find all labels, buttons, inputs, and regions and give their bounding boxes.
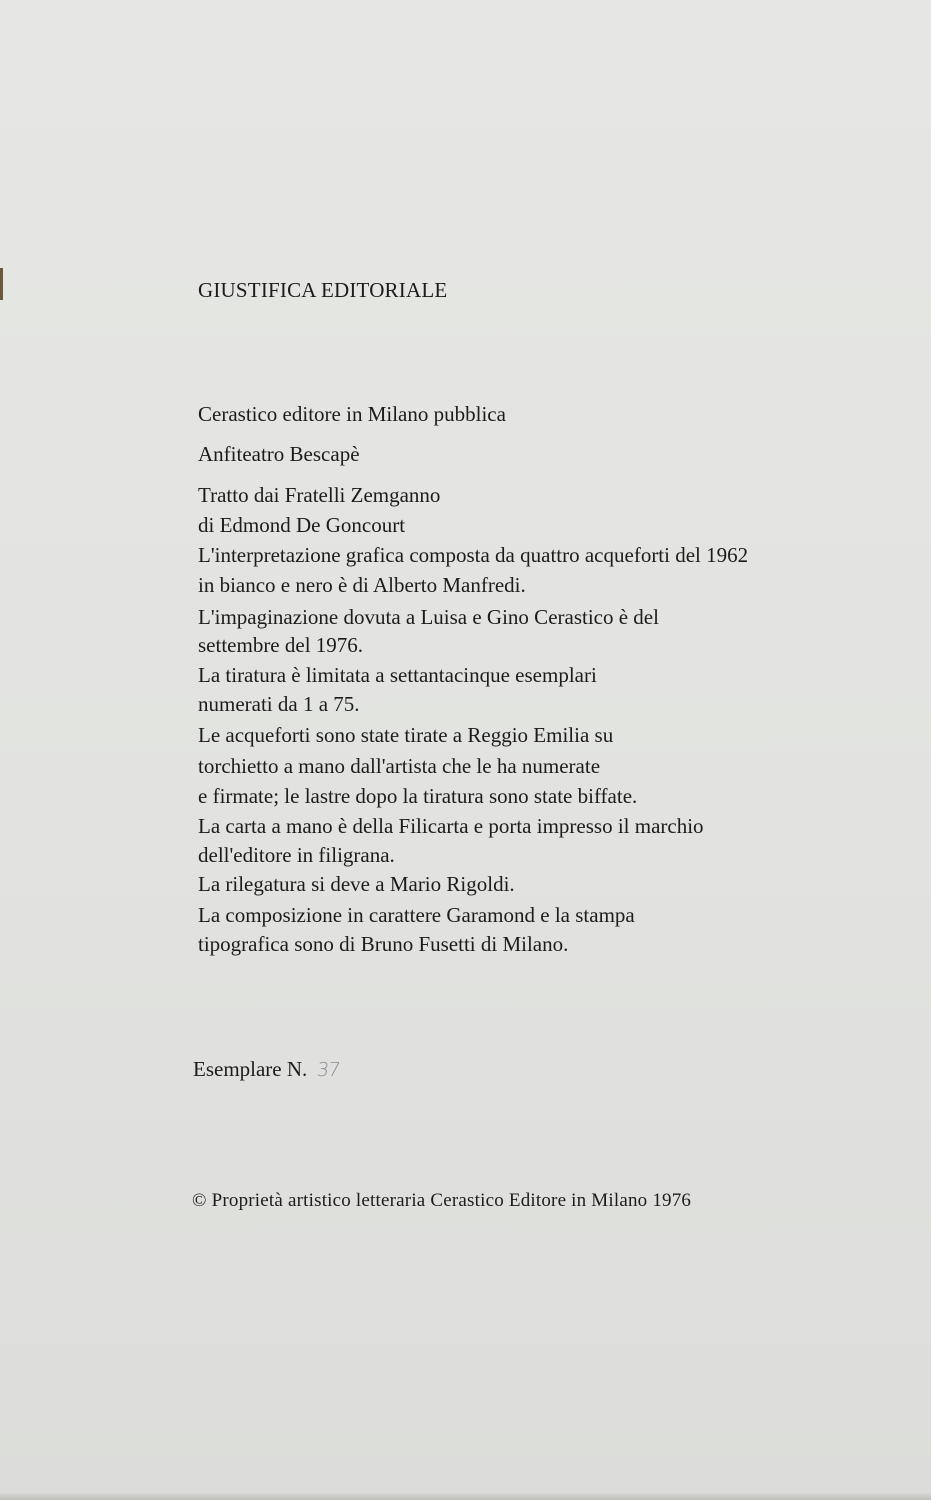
exemplar-line (193, 1057, 339, 1082)
body-line: La rilegatura si deve a Mario Rigoldi. (198, 872, 515, 896)
body-line: L'impaginazione dovuta a Luisa e Gino Cerastico è del (198, 605, 659, 629)
body-line: torchietto a mano dall'artista che le ha numerate (198, 754, 601, 778)
body-line: La tiratura è limitata a settantacinque esemplari (198, 663, 597, 687)
body-line: in bianco e nero è di Alberto Manfredi. (198, 573, 526, 597)
body-line: numerati da 1 a 75. (198, 692, 360, 716)
body-line: di Edmond De Goncourt (198, 513, 406, 537)
body-line: Tratto dai Fratelli Zemganno (198, 483, 441, 507)
body-line: settembre del 1976. (198, 633, 364, 657)
body-line: La composizione in carattere Garamond e la stampa (198, 903, 635, 927)
handwritten-exemplar-number: 37 (315, 1059, 341, 1081)
exemplar-label: Esemplare N. (193, 1057, 308, 1081)
body-line: e firmate; le lastre dopo la tiratura sono state biffate. (198, 784, 638, 808)
body-line: Le acqueforti sono state tirate a Reggio Emilia su (198, 723, 614, 747)
deckle-edge (0, 1492, 931, 1500)
page-title: GIUSTIFICA EDITORIALE (198, 278, 448, 302)
body-line: Cerastico editore in Milano pubblica (198, 402, 506, 426)
body-line: Anfiteatro Bescapè (198, 442, 360, 466)
page-edge-mark (0, 268, 3, 300)
body-line: dell'editore in filigrana. (198, 843, 395, 867)
copyright-notice: © Proprietà artistico letteraria Cerastico Editore in Milano 1976 (192, 1190, 692, 1211)
body-line: tipografica sono di Bruno Fusetti di Milano. (198, 932, 569, 956)
body-line: La carta a mano è della Filicarta e porta impresso il marchio (198, 814, 704, 838)
body-line: L'interpretazione grafica composta da quattro acqueforti del 1962 (198, 543, 749, 567)
